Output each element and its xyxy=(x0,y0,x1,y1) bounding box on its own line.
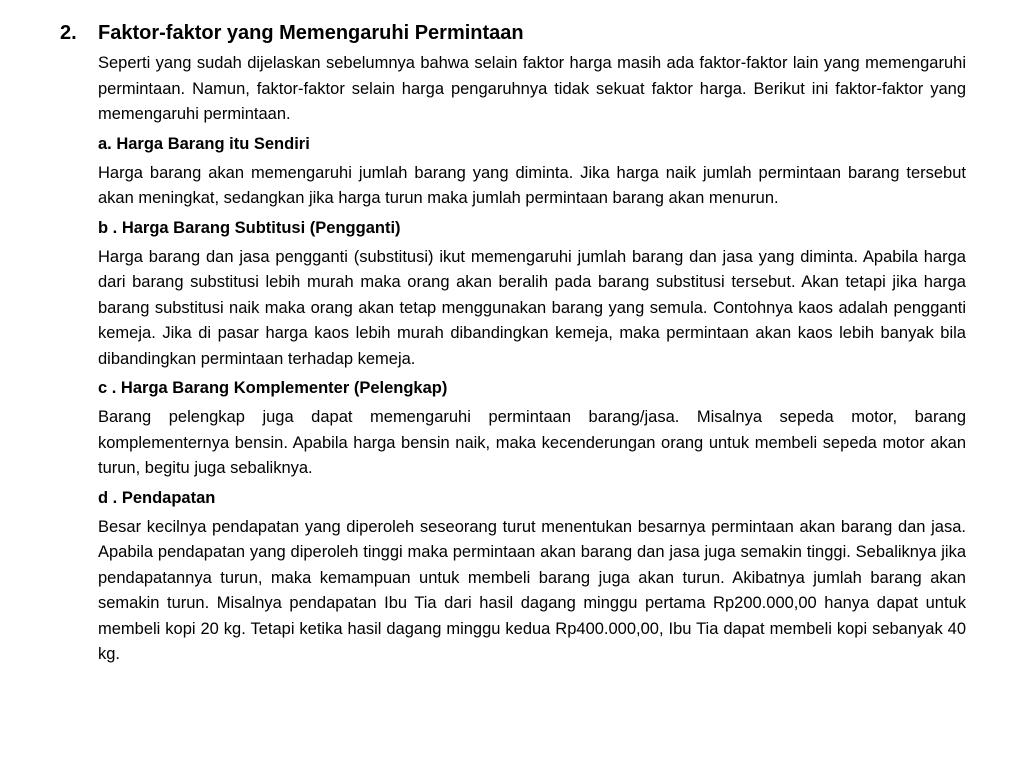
section-title: Faktor-faktor yang Memengaruhi Permintaan xyxy=(98,22,524,44)
section-number: 2. xyxy=(60,22,77,44)
item-d-text: Besar kecilnya pendapatan yang diperoleh seseorang turut menentukan besarnya permintaan akan barang dan jasa. Apabila pendapatan yang diperoleh tinggi maka permintaan akan barang dan jasa juga semakin tinggi. Sebaliknya jika pendapatannya turun, maka kemampuan untuk membeli barang juga akan turun. Akibatnya jumlah barang akan semakin turun. Misalnya pendapatan Ibu Tia dari hasil dagang minggu pertama Rp200.000,00 hanya dapat untuk membeli kopi 20 kg. Tetapi ketika hasil dagang minggu kedua Rp400.000,00, Ibu Tia dapat membeli kopi sebanyak 40 kg. xyxy=(98,517,966,663)
item-d-heading: d . Pendapatan xyxy=(98,488,216,507)
item-b-heading: b . Harga Barang Subtitusi (Pengganti) xyxy=(98,218,401,237)
item-a-heading: a. Harga Barang itu Sendiri xyxy=(98,134,310,153)
item-a-text: Harga barang akan memengaruhi jumlah barang yang diminta. Jika harga naik jumlah permintaan barang tersebut akan meningkat, sedangkan jika harga turun maka jumlah permintaan barang akan menurun. xyxy=(98,163,966,207)
section-body xyxy=(98,51,966,668)
item-b-text: Harga barang dan jasa pengganti (substitusi) ikut memengaruhi jumlah barang dan jasa yang diminta. Apabila harga dari barang substitusi lebih murah maka orang akan beralih pada barang substitusi tersebut. Akan tetapi jika harga barang substitusi naik maka orang akan tetap menggunakan barang yang semula. Contohnya kaos adalah pengganti kemeja. Jika di pasar harga kaos lebih murah dibandingkan kemeja, maka permintaan akan kaos lebih banyak bila dibandingkan permintaan terhadap kemeja. xyxy=(98,247,966,368)
intro-paragraph: Seperti yang sudah dijelaskan sebelumnya bahwa selain faktor harga masih ada faktor-faktor lain yang memengaruhi permintaan. Namun, faktor-faktor selain harga pengaruhnya tidak sekuat faktor harga. Berikut ini faktor-faktor yang memengaruhi permintaan. xyxy=(98,54,966,123)
item-c-heading: c . Harga Barang Komplementer (Pelengkap) xyxy=(98,379,448,397)
section-heading xyxy=(60,22,966,45)
item-c-text: Barang pelengkap juga dapat memengaruhi permintaan barang/jasa. Misalnya sepeda motor, barang komplementernya bensin. Apabila harga bensin naik, maka kecenderungan orang untuk membeli sepeda motor akan turun, begitu juga sebaliknya. xyxy=(98,408,966,477)
